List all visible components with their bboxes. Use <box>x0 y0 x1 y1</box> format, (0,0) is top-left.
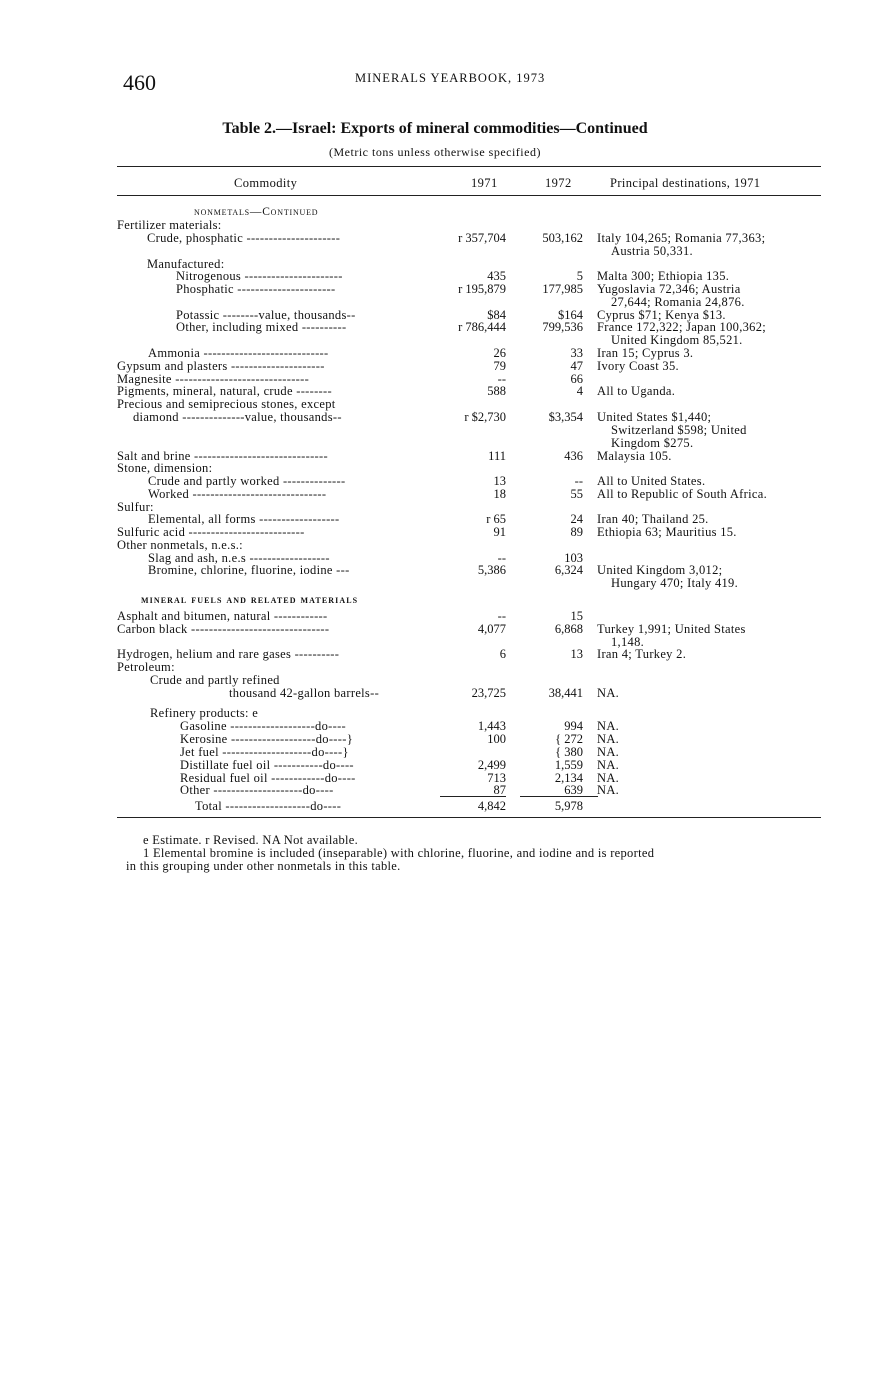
value-1972-cell: 89 <box>570 525 583 539</box>
destination-cell: Kingdom $275. <box>611 436 694 450</box>
table-row <box>0 245 870 258</box>
commodity-cell: Hydrogen, helium and rare gases ---------- <box>117 647 340 661</box>
table-row <box>0 733 870 746</box>
value-1971-cell: 6 <box>499 647 506 661</box>
value-1972-cell: 799,536 <box>542 320 583 334</box>
table-subtitle: (Metric tons unless otherwise specified) <box>329 145 541 159</box>
value-1971-cell: 588 <box>487 384 506 398</box>
total-rule-1971 <box>440 796 506 797</box>
value-1971-cell: 87 <box>493 783 506 797</box>
value-1972-cell: 15 <box>570 609 583 623</box>
commodity-cell: Worked ------------------------------ <box>148 487 327 501</box>
table-row <box>0 564 870 577</box>
value-1972-cell: $3,354 <box>548 410 583 424</box>
table-row <box>0 746 870 759</box>
commodity-cell: Pigments, mineral, natural, crude -------- <box>117 384 332 398</box>
table-row <box>0 539 870 552</box>
commodity-cell: Potassic --------value, thousands-- <box>176 308 356 322</box>
destination-cell: Ethiopia 63; Mauritius 15. <box>597 525 737 539</box>
commodity-cell: Stone, dimension: <box>117 461 213 475</box>
value-1971-cell: -- <box>497 609 506 623</box>
header-1972: 1972 <box>545 176 572 190</box>
value-1972-cell: 33 <box>570 346 583 360</box>
destination-cell: Switzerland $598; United <box>611 423 747 437</box>
value-1972-cell: 4 <box>576 384 583 398</box>
commodity-cell: thousand 42-gallon barrels-- <box>229 686 380 700</box>
destination-cell: 27,644; Romania 24,876. <box>611 295 745 309</box>
commodity-cell: Salt and brine ------------------------------ <box>117 449 328 463</box>
table-row <box>0 296 870 309</box>
value-1971-cell: 435 <box>487 269 506 283</box>
value-1972-cell: 6,868 <box>554 622 583 636</box>
commodity-cell: Bromine, chlorine, fluorine, iodine --- <box>148 563 350 577</box>
value-1972-cell: 503,162 <box>542 231 583 245</box>
value-1971-cell: 5,386 <box>477 563 506 577</box>
value-1971-cell: 91 <box>493 525 506 539</box>
table-row <box>0 687 870 700</box>
table-row <box>0 784 870 797</box>
value-1971-cell: 4,077 <box>477 622 506 636</box>
value-1972-cell: { 272 <box>555 732 583 746</box>
table-row <box>0 232 870 245</box>
page-number: 460 <box>123 70 156 95</box>
value-1972-cell: -- <box>574 474 583 488</box>
commodity-cell: Gasoline -------------------do---- <box>180 719 346 733</box>
value-1972-cell: 639 <box>564 783 583 797</box>
value-1972-cell: 436 <box>564 449 583 463</box>
destination-cell: All to United States. <box>597 474 706 488</box>
commodity-cell: Slag and ash, n.e.s ------------------ <box>148 551 330 565</box>
destination-cell: Malta 300; Ethiopia 135. <box>597 269 730 283</box>
table-row <box>0 594 870 607</box>
value-1971-cell: r 786,444 <box>458 320 506 334</box>
table-row <box>0 674 870 687</box>
bottom-rule <box>117 817 821 818</box>
destination-cell: Malaysia 105. <box>597 449 672 463</box>
destination-cell: All to Republic of South Africa. <box>597 487 767 501</box>
value-1972-cell: 24 <box>570 512 583 526</box>
value-1971-cell: 79 <box>493 359 506 373</box>
commodity-cell: diamond --------------value, thousands-- <box>133 410 342 424</box>
header-1971: 1971 <box>471 176 498 190</box>
value-1971-cell: r 65 <box>486 512 506 526</box>
value-1972-cell: 994 <box>564 719 583 733</box>
destination-cell: United Kingdom 85,521. <box>611 333 743 347</box>
destination-cell: United States $1,440; <box>597 410 712 424</box>
commodity-cell: Nitrogenous ---------------------- <box>176 269 343 283</box>
table-row <box>0 623 870 636</box>
value-1972-cell: { 380 <box>555 745 583 759</box>
table-row <box>0 398 870 411</box>
commodity-cell: Jet fuel --------------------do----} <box>180 745 349 759</box>
commodity-cell: Precious and semiprecious stones, except <box>117 397 336 411</box>
destination-cell: NA. <box>597 758 620 772</box>
commodity-cell: Gypsum and plasters --------------------- <box>117 359 325 373</box>
commodity-cell: Carbon black ------------------------------- <box>117 622 330 636</box>
commodity-cell: Ammonia ---------------------------- <box>148 346 329 360</box>
destination-cell: Yugoslavia 72,346; Austria <box>597 282 741 296</box>
footnote-legend: e Estimate. r Revised. NA Not available. <box>143 833 359 847</box>
destination-cell: Ivory Coast 35. <box>597 359 679 373</box>
value-1971-cell: 18 <box>493 487 506 501</box>
table-row <box>0 577 870 590</box>
destination-cell: NA. <box>597 745 620 759</box>
destination-cell: NA. <box>597 783 620 797</box>
value-1972-cell: 47 <box>570 359 583 373</box>
commodity-cell: Total -------------------do---- <box>195 799 342 813</box>
destination-cell: 1,148. <box>611 635 645 649</box>
destination-cell: NA. <box>597 732 620 746</box>
value-1972-cell: 38,441 <box>548 686 583 700</box>
commodity-cell: Other, including mixed ---------- <box>176 320 347 334</box>
commodity-cell: Crude and partly refined <box>150 673 280 687</box>
value-1972-cell: 55 <box>570 487 583 501</box>
destination-cell: Turkey 1,991; United States <box>597 622 746 636</box>
value-1971-cell: -- <box>497 551 506 565</box>
header-commodity: Commodity <box>234 176 298 190</box>
value-1971-cell: 100 <box>487 732 506 746</box>
value-1972-cell: 6,324 <box>554 563 583 577</box>
value-1972-cell: 13 <box>570 647 583 661</box>
commodity-cell: Crude and partly worked -------------- <box>148 474 346 488</box>
destination-cell: Iran 15; Cyprus 3. <box>597 346 694 360</box>
commodity-cell: mineral fuels and related materials <box>141 594 359 606</box>
commodity-cell: Crude, phosphatic --------------------- <box>147 231 341 245</box>
total-rule-1972 <box>520 796 598 797</box>
commodity-cell: Distillate fuel oil -----------do---- <box>180 758 354 772</box>
commodity-cell: Sulfur: <box>117 500 154 514</box>
destination-cell: Austria 50,331. <box>611 244 693 258</box>
commodity-cell: Sulfuric acid -------------------------- <box>117 525 305 539</box>
table-row <box>0 720 870 733</box>
destination-cell: United Kingdom 3,012; <box>597 563 723 577</box>
value-1972-cell: 103 <box>564 551 583 565</box>
value-1972-cell: 66 <box>570 372 583 386</box>
value-1972-cell: 2,134 <box>554 771 583 785</box>
destination-cell: Iran 4; Turkey 2. <box>597 647 687 661</box>
header-destinations: Principal destinations, 1971 <box>610 176 761 190</box>
value-1972-cell: 5 <box>576 269 583 283</box>
value-1971-cell: r $2,730 <box>464 410 506 424</box>
value-1971-cell: 2,499 <box>477 758 506 772</box>
destination-cell: NA. <box>597 686 620 700</box>
destination-cell: NA. <box>597 719 620 733</box>
table-row <box>0 334 870 347</box>
value-1971-cell: -- <box>497 372 506 386</box>
destination-cell: France 172,322; Japan 100,362; <box>597 320 767 334</box>
table-row <box>0 707 870 720</box>
commodity-cell: Elemental, all forms ------------------ <box>148 512 340 526</box>
destination-cell: Cyprus $71; Kenya $13. <box>597 308 726 322</box>
value-1971-cell: 23,725 <box>471 686 506 700</box>
commodity-cell: Magnesite ------------------------------ <box>117 372 310 386</box>
value-1972-cell: $164 <box>558 308 583 322</box>
table-title: Table 2.—Israel: Exports of mineral commodities—Continued <box>222 120 648 137</box>
table-row <box>0 800 870 813</box>
running-head: MINERALS YEARBOOK, 1973 <box>355 71 546 85</box>
value-1971-cell: 713 <box>487 771 506 785</box>
value-1972-cell: 177,985 <box>542 282 583 296</box>
commodity-cell: Residual fuel oil ------------do---- <box>180 771 356 785</box>
value-1971-cell: 1,443 <box>477 719 506 733</box>
commodity-cell: Fertilizer materials: <box>117 218 222 232</box>
footnote-1-cont: in this grouping under other nonmetals in this table. <box>126 859 401 873</box>
table-row <box>0 462 870 475</box>
commodity-cell: Asphalt and bitumen, natural ------------ <box>117 609 328 623</box>
commodity-cell: Refinery products: e <box>150 706 259 720</box>
table-row <box>0 424 870 437</box>
commodity-cell: Kerosine -------------------do----} <box>180 732 353 746</box>
destination-cell: Italy 104,265; Romania 77,363; <box>597 231 766 245</box>
value-1971-cell: r 357,704 <box>458 231 506 245</box>
destination-cell: NA. <box>597 771 620 785</box>
value-1971-cell: $84 <box>487 308 506 322</box>
value-1972-cell: 5,978 <box>554 799 583 813</box>
value-1971-cell: 4,842 <box>477 799 506 813</box>
value-1972-cell: 1,559 <box>554 758 583 772</box>
value-1971-cell: 111 <box>488 449 506 463</box>
commodity-cell: Petroleum: <box>117 660 175 674</box>
table-row <box>0 661 870 674</box>
destination-cell: Iran 40; Thailand 25. <box>597 512 709 526</box>
destination-cell: All to Uganda. <box>597 384 676 398</box>
value-1971-cell: 26 <box>493 346 506 360</box>
commodity-cell: Other --------------------do---- <box>180 783 334 797</box>
commodity-cell: Phosphatic ---------------------- <box>176 282 336 296</box>
commodity-cell: Manufactured: <box>147 257 225 271</box>
commodity-cell: Other nonmetals, n.e.s.: <box>117 538 243 552</box>
destination-cell: Hungary 470; Italy 419. <box>611 576 739 590</box>
footnote-1: 1 Elemental bromine is included (inseparable) with chlorine, fluorine, and iodine and is reported <box>143 846 655 860</box>
value-1971-cell: 13 <box>493 474 506 488</box>
table-row <box>0 759 870 772</box>
value-1971-cell: r 195,879 <box>458 282 506 296</box>
commodity-cell: nonmetals—Continued <box>194 206 319 218</box>
